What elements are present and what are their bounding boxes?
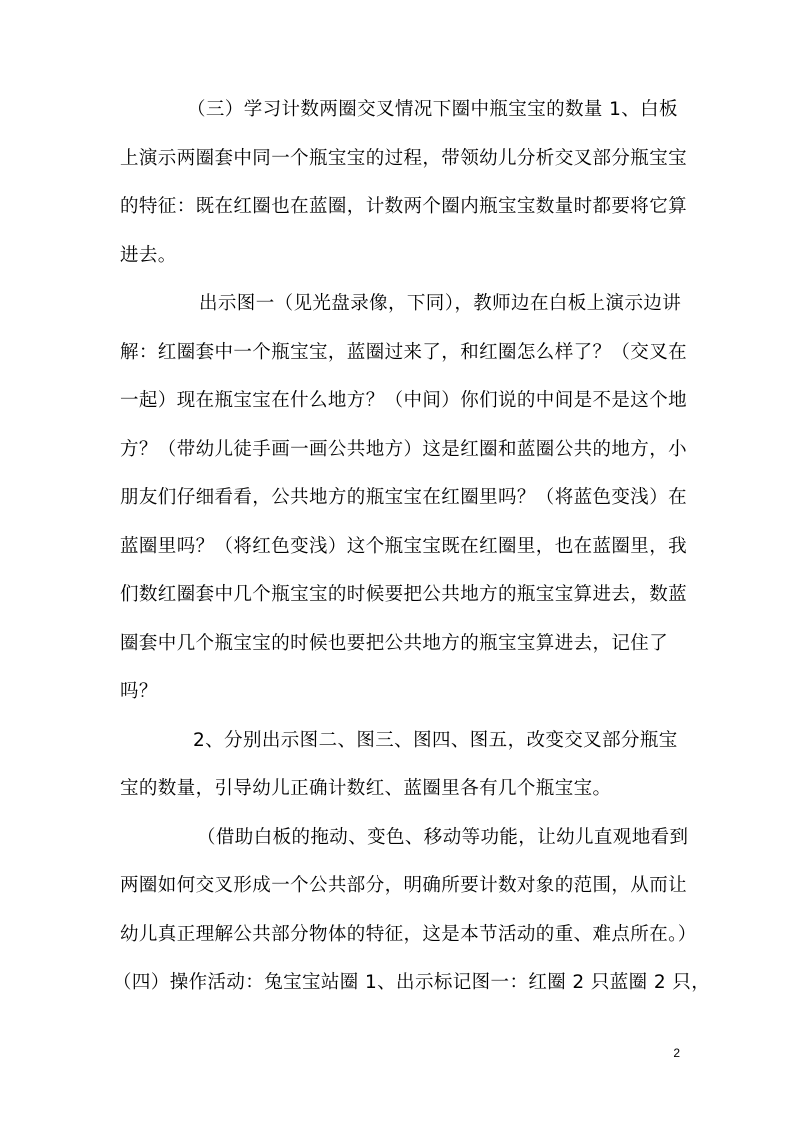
text-line-2: 上演示两圈套中同一个瓶宝宝的过程，带领幼儿分析交叉部分瓶宝宝 bbox=[120, 148, 688, 169]
text-line-18: 幼儿真正理解公共部分物体的特征，这是本节活动的重、难点所在。） bbox=[120, 924, 697, 945]
text-line-9: 朋友们仔细看看，公共地方的瓶宝宝在红圈里吗？（将蓝色变浅）在 bbox=[120, 487, 688, 508]
text-line-3: 的特征：既在红圈也在蓝圈，计数两个圈内瓶宝宝数量时都要将它算 bbox=[120, 196, 688, 217]
text-line-10: 蓝圈里吗？（将红色变浅）这个瓶宝宝既在红圈里，也在蓝圈里，我 bbox=[120, 536, 688, 557]
text-line-5: 出示图一（见光盘录像，下同），教师边在白板上演示边讲 bbox=[199, 293, 682, 314]
text-line-16: （借助白板的拖动、变色、移动等功能，让幼儿直观地看到 bbox=[197, 827, 689, 848]
text-line-8: 方？（带幼儿徒手画一画公共地方）这是红圈和蓝圈公共的地方，小 bbox=[120, 439, 688, 460]
text-line-13: 吗？ bbox=[120, 681, 158, 702]
text-line-12: 圈套中几个瓶宝宝的时候也要把公共地方的瓶宝宝算进去，记住了 bbox=[120, 633, 669, 654]
text-line-1: （三）学习计数两圈交叉情况下圈中瓶宝宝的数量 1、白板 bbox=[187, 99, 678, 120]
text-line-15: 宝的数量，引导幼儿正确计数红、蓝圈里各有几个瓶宝宝。 bbox=[120, 778, 612, 799]
text-line-7: 一起）现在瓶宝宝在什么地方？（中间）你们说的中间是不是这个地 bbox=[120, 390, 688, 411]
text-line-19: （四）操作活动：兔宝宝站圈 1、出示标记图一：红圈 2 只蓝圈 2 只， bbox=[113, 972, 711, 993]
text-line-14: 2、分别出示图二、图三、图四、图五，改变交叉部分瓶宝 bbox=[193, 730, 678, 751]
page-number: 2 bbox=[673, 1046, 680, 1060]
text-line-4: 进去。 bbox=[120, 245, 177, 266]
text-line-17: 两圈如何交叉形成一个公共部分，明确所要计数对象的范围，从而让 bbox=[120, 875, 688, 896]
text-line-11: 们数红圈套中几个瓶宝宝的时候要把公共地方的瓶宝宝算进去，数蓝 bbox=[120, 584, 688, 605]
text-line-6: 解：红圈套中一个瓶宝宝，蓝圈过来了，和红圈怎么样了？（交叉在 bbox=[120, 342, 688, 363]
